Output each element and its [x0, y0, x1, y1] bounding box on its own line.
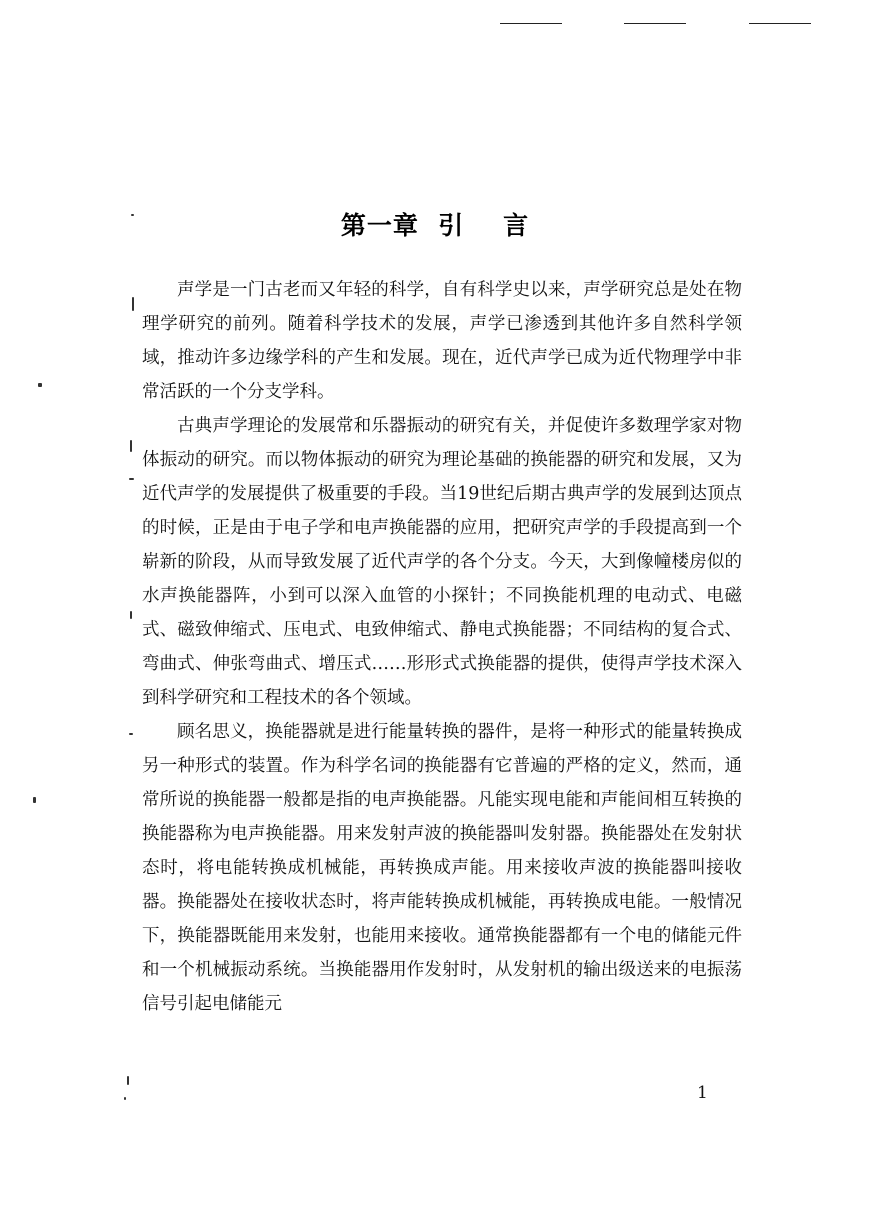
- scan-speck: [131, 214, 134, 216]
- scan-speck: [132, 297, 134, 311]
- scan-speck: [38, 383, 42, 387]
- scan-speck: [130, 440, 132, 452]
- scan-speck: [129, 478, 134, 480]
- paragraph: 古典声学理论的发展常和乐器振动的研究有关，并促使许多数理学家对物体振动的研究。而以物体振动的研究为理论基础的换能器的研究和发展，又为近代声学的发展提供了极重要的手段。当19世纪后期古典声学的发展到达顶点的时候，正是由于电子学和电声换能器的应用，把研究声学的手段提高到一个崭新的阶段，从而导致发展了近代声学的各个分支。今天，大到像幢楼房似的水声换能器阵，小到可以深入血管的小探针；不同换能机理的电动式、电磁式、磁致伸缩式、压电式、电致伸缩式、静电式换能器；不同结构的复合式、弯曲式、伸张弯曲式、增压式……形形式式换能器的提供，使得声学技术深入到科学研究和工程技术的各个领域。: [142, 416, 742, 708]
- page-number: 1: [697, 1083, 708, 1103]
- paragraph: 声学是一门古老而又年轻的科学，自有科学史以来，声学研究总是处在物理学研究的前列。随着科学技术的发展，声学已渗透到其他许多自然科学领域，推动许多边缘学科的产生和发展。现在，近代声学已成为近代物理学中非常活跃的一个分支学科。: [142, 280, 742, 402]
- scan-speck: [129, 733, 133, 735]
- chapter-title: 第一章 引 言: [340, 211, 530, 240]
- scan-speck: [127, 1076, 129, 1085]
- scan-speck: [130, 611, 132, 619]
- header-rule: [500, 23, 562, 24]
- body-text: [142, 273, 742, 1021]
- header-rule: [749, 23, 811, 24]
- scan-speck: [124, 1097, 126, 1100]
- scan-speck: [33, 797, 36, 803]
- header-rule: [624, 23, 686, 24]
- paragraph: 顾名思义，换能器就是进行能量转换的器件，是将一种形式的能量转换成另一种形式的装置。作为科学名词的换能器有它普遍的严格的定义，然而，通常所说的换能器一般都是指的电声换能器。凡能实现电能和声能间相互转换的换能器称为电声换能器。用来发射声波的换能器叫发射器。换能器处在发射状态时，将电能转换成机械能，再转换成声能。用来接收声波的换能器叫接收器。换能器处在接收状态时，将声能转换成机械能，再转换成电能。一般情况下，换能器既能用来发射，也能用来接收。通常换能器都有一个电的储能元件和一个机械振动系统。当换能器用作发射时，从发射机的输出级送来的电振荡信号引起电储能元: [142, 722, 742, 1014]
